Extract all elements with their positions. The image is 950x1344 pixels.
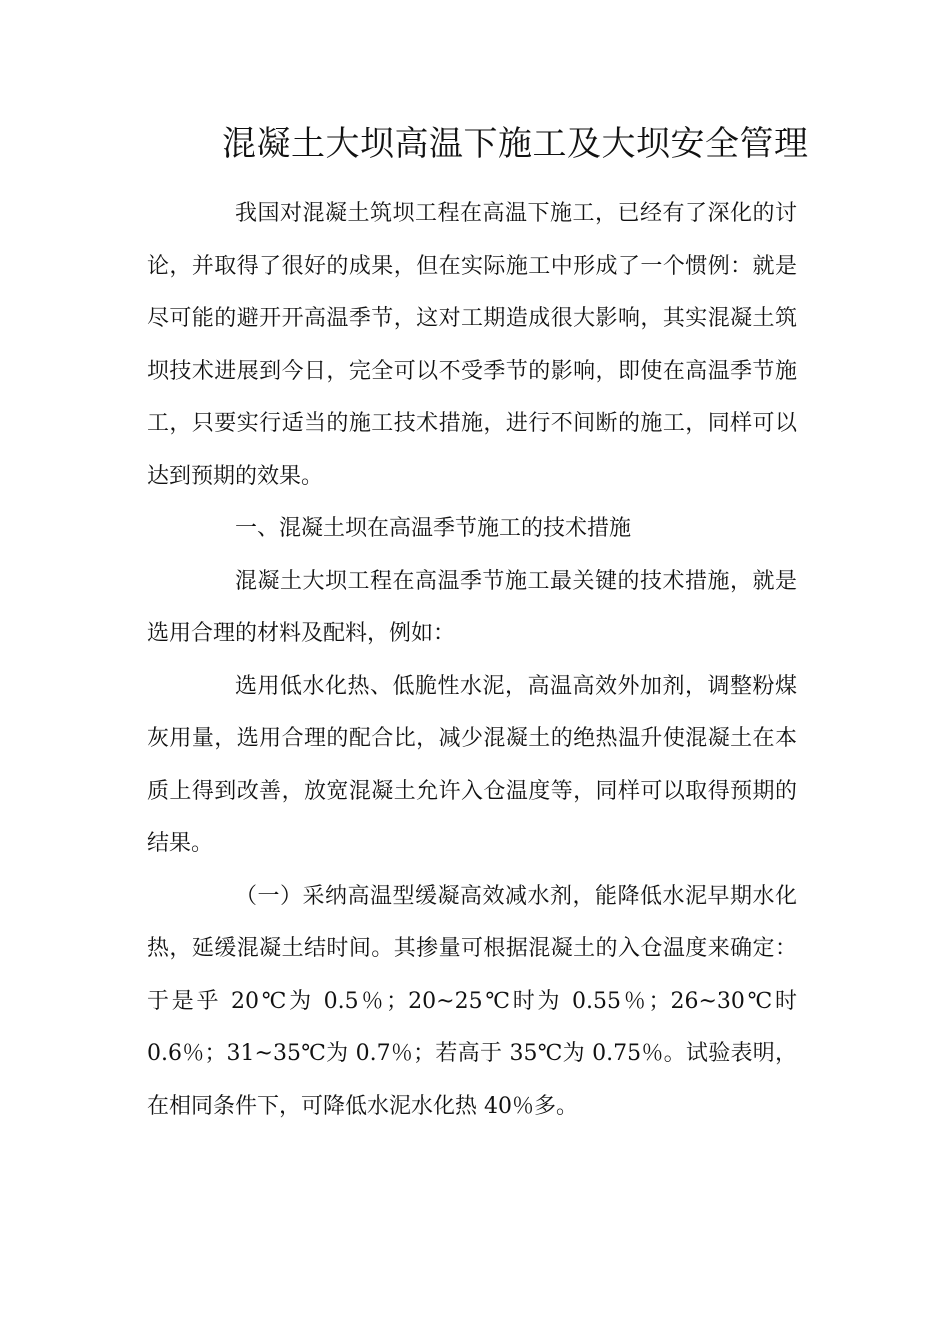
document-body [147, 188, 797, 1133]
admixture-paragraph: （一）采纳高温型缓凝高效减水剂，能降低水泥早期水化热，延缓混凝土结时间。其掺量可根据混凝土的入仓温度来确定：于是乎 20℃为 0.5％；20~25℃时为 0.55％；26~30℃时 0.6％；31~35℃为 0.7％；若高于 35℃为 0.75％。试验表明，在相同条件下，可降低水泥水化热 40％多。 [147, 883, 797, 1119]
key-measures-paragraph: 混凝土大坝工程在高温季节施工最关键的技术措施，就是选用合理的材料及配料，例如： [147, 568, 797, 646]
materials-paragraph: 选用低水化热、低脆性水泥，高温高效外加剂，调整粉煤灰用量，选用合理的配合比，减少混凝土的绝热温升使混凝土在本质上得到改善，放宽混凝土允许入仓温度等，同样可以取得预期的结果。 [147, 673, 797, 856]
intro-paragraph: 我国对混凝土筑坝工程在高温下施工，已经有了深化的讨论，并取得了很好的成果，但在实际施工中形成了一个惯例：就是尽可能的避开开高温季节，这对工期造成很大影响，其实混凝土筑坝技术进展到今日，完全可以不受季节的影响，即使在高温季节施工，只要实行适当的施工技术措施，进行不间断的施工，同样可以达到预期的效果。 [147, 201, 797, 489]
document-title: 混凝土大坝高温下施工及大坝安全管理 [222, 124, 809, 164]
section-heading: 一、混凝土坝在高温季节施工的技术措施 [235, 516, 632, 541]
